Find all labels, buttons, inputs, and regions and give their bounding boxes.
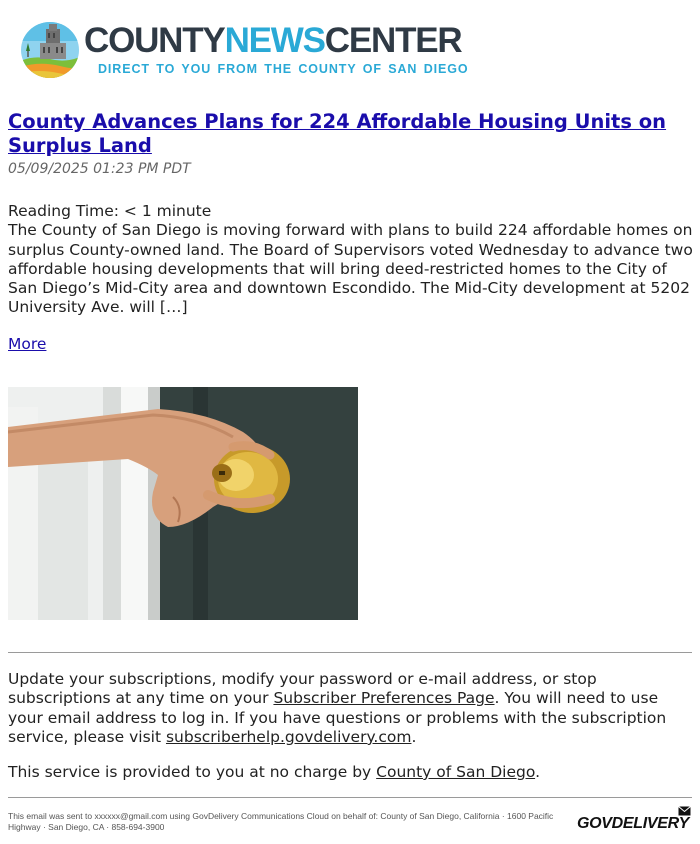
footer-divider [8,797,692,798]
subscription-text-3: . [411,727,417,746]
county-news-center-logo[interactable] [20,19,469,81]
service-text-2: . [535,763,541,781]
logo-tagline: DIRECT TO YOU FROM THE COUNTY OF SAN DIEGO [98,62,469,76]
logo-wordmark [84,21,461,61]
footer-text: This email was sent to xxxxxx@gmail.com using GovDelivery Communications Cloud on behalf of: County of San Diego, California · 1600 Pacific Highway · San Diego, CA · 858-694-3900 [8,811,554,832]
article-image[interactable] [8,387,358,620]
subscriber-help-link[interactable]: subscriberhelp.govdelivery.com [165,727,412,746]
subscription-text-2: . You will need to use your email address to log in. If you have questions or problems with the subscription service, please visit [8,689,667,746]
subscription-text-1: Update your subscriptions, modify your password or e-mail address, or stop subscriptions at any time on your [8,670,597,708]
article-title [8,110,688,158]
service-text-1: This service is provided to you at no charge by [8,763,377,781]
service-notice [8,763,540,782]
subscriber-preferences-link[interactable]: Subscriber Preferences Page [273,689,495,708]
logo-word-county: COUNTY [84,21,225,60]
logo-word-center: CENTER [324,21,462,60]
divider [8,652,692,653]
govdelivery-logo[interactable]: GOVDELIVERY [577,815,689,832]
envelope-icon [678,806,691,816]
hand-doorknob-illustration [8,387,358,620]
county-of-san-diego-link[interactable]: County of San Diego [376,763,536,781]
more-link[interactable]: More [8,335,47,353]
article-body [8,202,694,318]
logo-word-news: NEWS [224,21,325,60]
county-building-emblem-icon [20,21,80,79]
article-title-link[interactable]: County Advances Plans for 224 Affordable Housing Units on Surplus Land [8,110,667,157]
reading-time: Reading Time: < 1 minute [8,202,212,220]
subscription-notice [8,670,694,747]
article-date: 05/09/2025 01:23 PM PDT [8,161,191,177]
article-summary: The County of San Diego is moving forward with plans to build 224 affordable homes on surplus County-owned land. The Board of Supervisors voted Wednesday to advance two affordable housing developments that will bring deed-restricted homes to the City of San Diego’s Mid-City area and downtown Escondido. The Mid-City development at 5202 University Ave. will […] [8,221,693,317]
